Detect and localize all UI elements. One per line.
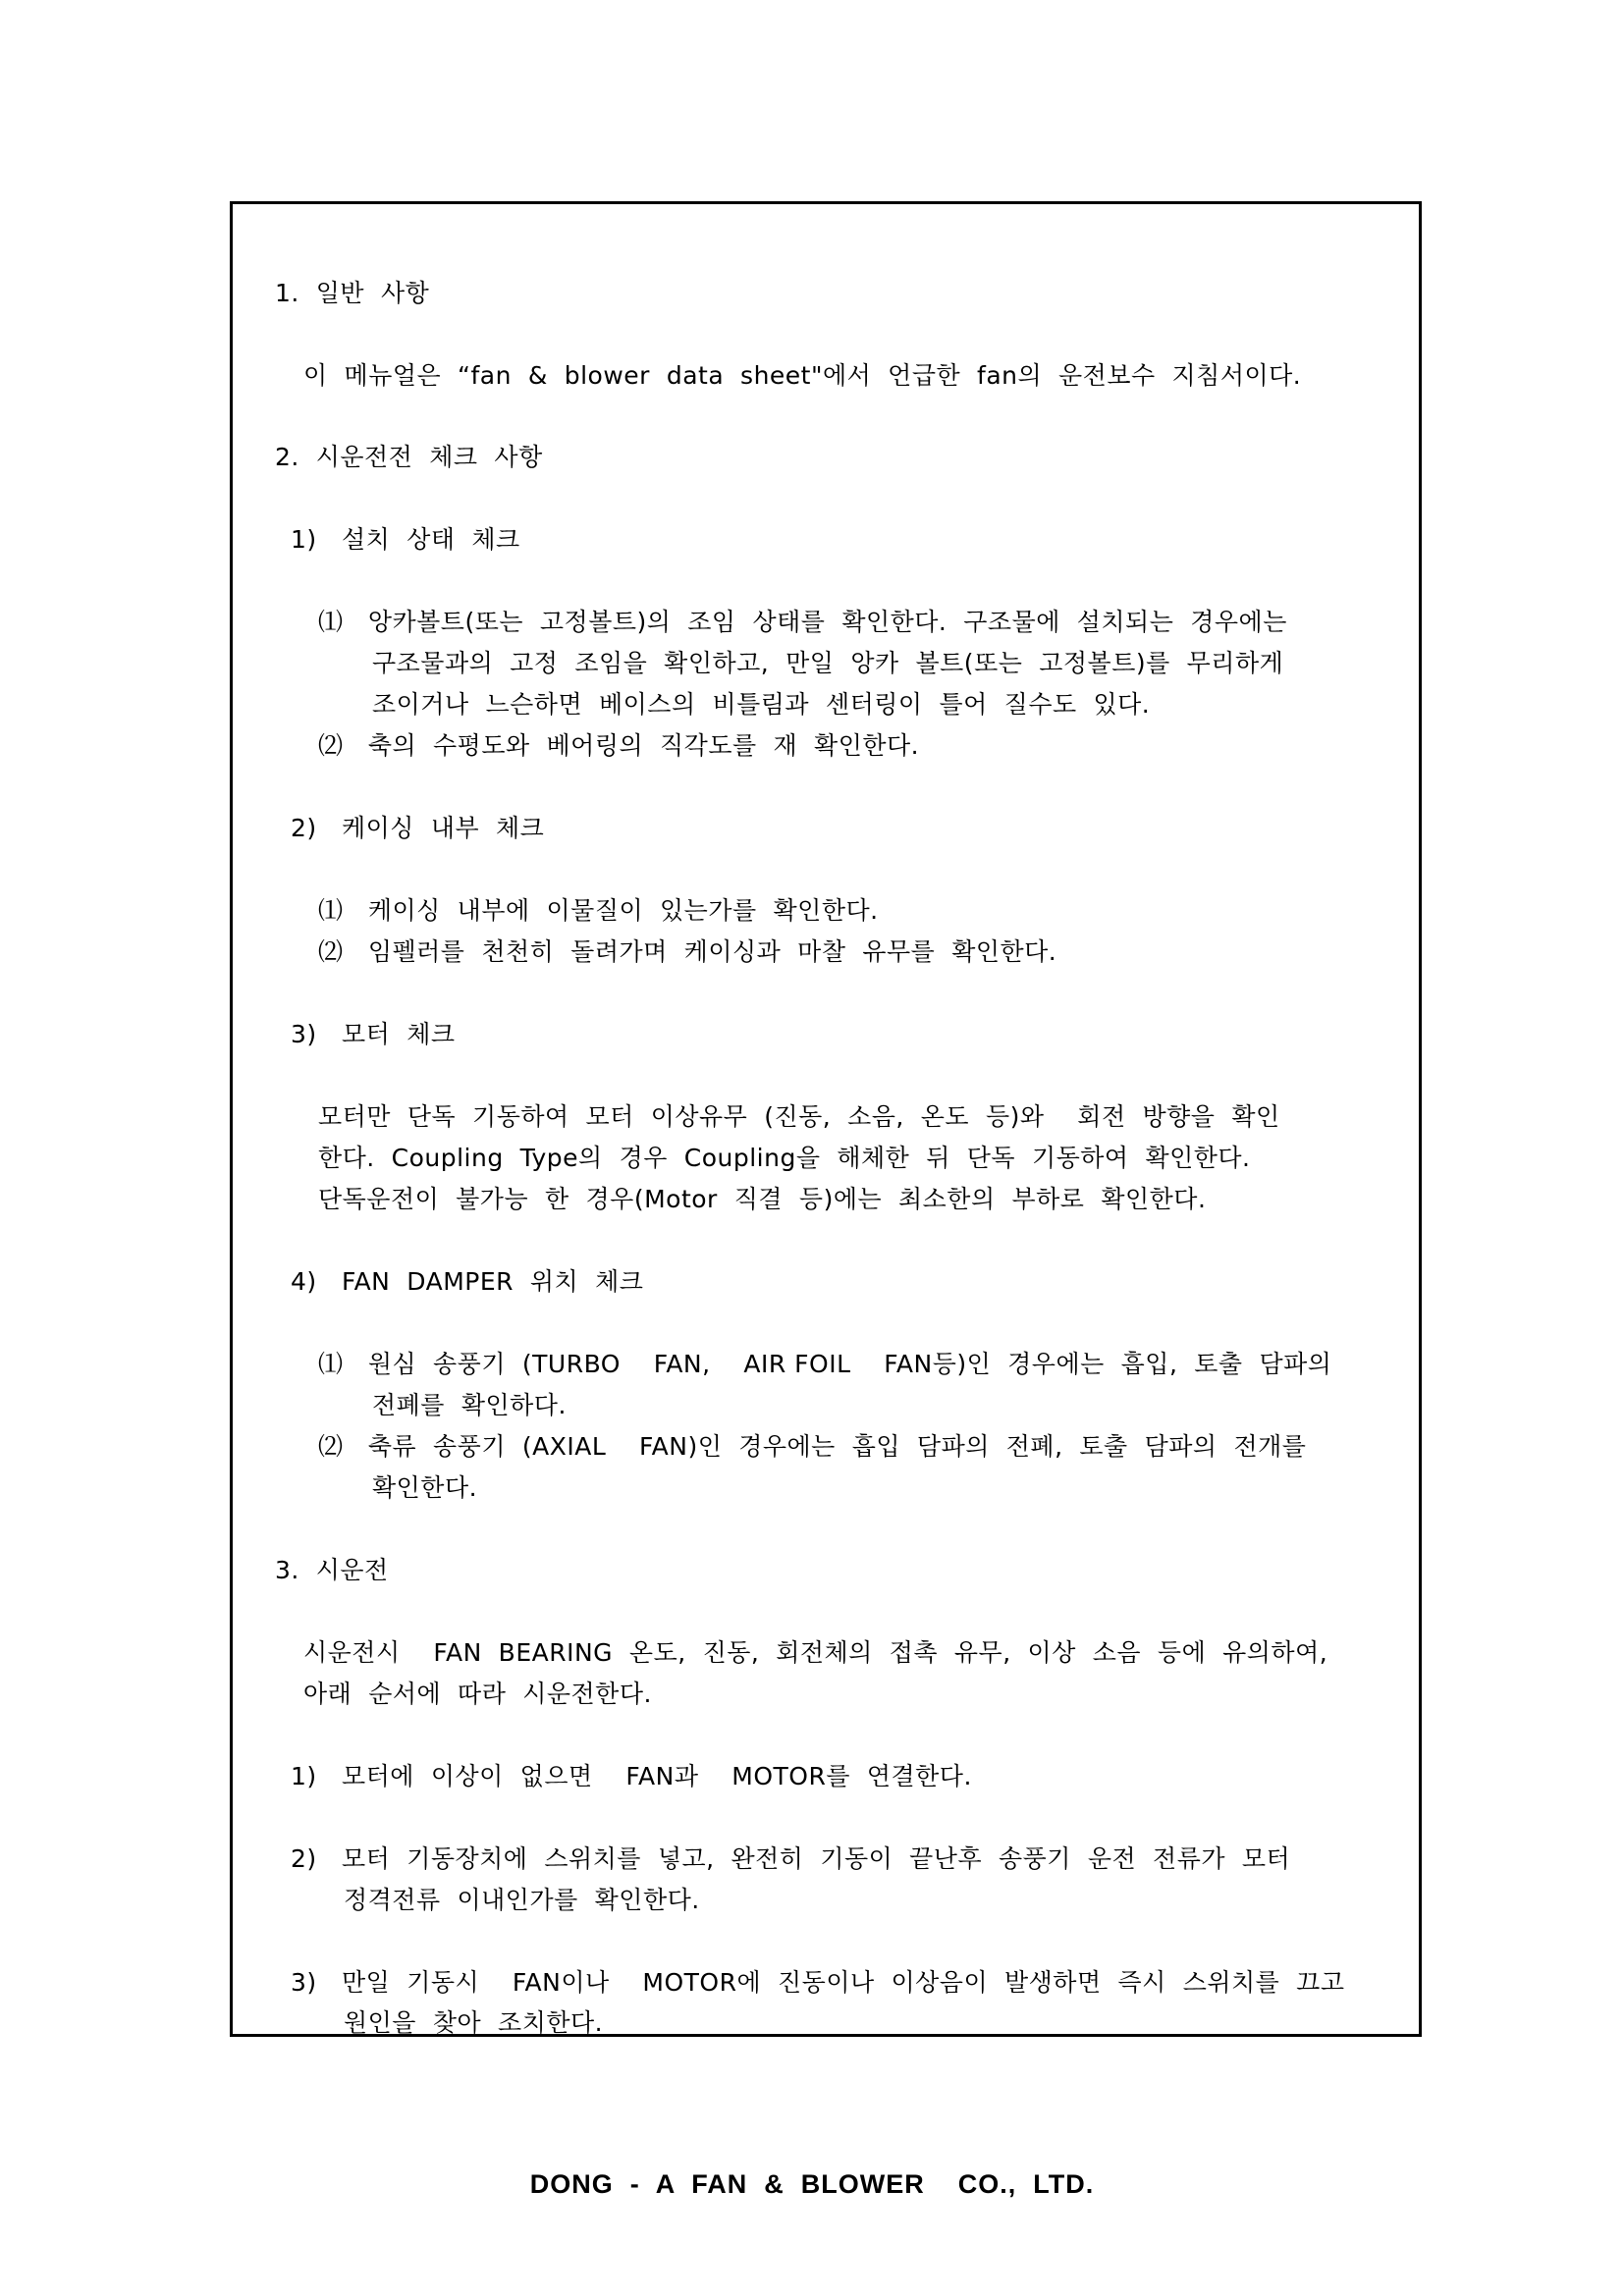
item-2-4-1-line-2: 전폐를 확인하다. bbox=[372, 1391, 567, 1419]
step-1: 1) 모터에 이상이 없으면 FAN과 MOTOR를 연결한다. bbox=[291, 1762, 972, 1790]
item-2-4-2-line-2: 확인한다. bbox=[372, 1473, 478, 1502]
section-3-intro-line-1: 시운전시 FAN BEARING 온도, 진동, 회전체의 접촉 유무, 이상 소음 등에 유의하여, bbox=[303, 1638, 1328, 1667]
subsection-2-2-heading: 2) 케이싱 내부 체크 bbox=[291, 814, 545, 842]
item-2-1-1-line-2: 구조물과의 고정 조임을 확인하고, 만일 앙카 볼트(또는 고정볼트)를 무리하게 bbox=[372, 649, 1284, 677]
section-1-body: 이 메뉴얼은 “fan & blower data sheet"에서 언급한 fan의 운전보수 지침서이다. bbox=[303, 361, 1302, 390]
item-2-2-2: ⑵ 임펠러를 천천히 돌려가며 케이싱과 마찰 유무를 확인한다. bbox=[318, 937, 1057, 966]
step-3-line-2: 원인을 찾아 조치한다. bbox=[344, 2008, 604, 2037]
item-2-2-1: ⑴ 케이싱 내부에 이물질이 있는가를 확인한다. bbox=[318, 896, 879, 925]
item-2-1-1-line-1: ⑴ 앙카볼트(또는 고정볼트)의 조임 상태를 확인한다. 구조물에 설치되는 경우에는 bbox=[318, 608, 1287, 636]
item-2-4-1-line-1: ⑴ 원심 송풍기 (TURBO FAN, AIR FOIL FAN등)인 경우에는 흡입, 토출 담파의 bbox=[318, 1350, 1332, 1378]
item-2-4-2-line-1: ⑵ 축류 송풍기 (AXIAL FAN)인 경우에는 흡입 담파의 전폐, 토출 담파의 전개를 bbox=[318, 1432, 1307, 1461]
step-2-line-2: 정격전류 이내인가를 확인한다. bbox=[344, 1886, 700, 1914]
section-2-heading: 2. 시운전전 체크 사항 bbox=[275, 443, 543, 471]
step-2-line-1: 2) 모터 기동장치에 스위치를 넣고, 완전히 기동이 끝난후 송풍기 운전 전류가 모터 bbox=[291, 1844, 1291, 1873]
motor-check-line-1: 모터만 단독 기동하여 모터 이상유무 (진동, 소음, 온도 등)와 회전 방향을 확인 bbox=[318, 1102, 1280, 1131]
subsection-2-1-heading: 1) 설치 상태 체크 bbox=[291, 525, 520, 554]
motor-check-line-2: 한다. Coupling Type의 경우 Coupling을 해체한 뒤 단독 기동하여 확인한다. bbox=[318, 1144, 1251, 1172]
item-2-1-2: ⑵ 축의 수평도와 베어링의 직각도를 재 확인한다. bbox=[318, 731, 920, 760]
section-1-heading: 1. 일반 사항 bbox=[275, 279, 430, 307]
item-2-1-1-line-3: 조이거나 느슨하면 베이스의 비틀림과 센터링이 틀어 질수도 있다. bbox=[372, 690, 1151, 719]
section-3-heading: 3. 시운전 bbox=[275, 1556, 389, 1584]
subsection-2-3-heading: 3) 모터 체크 bbox=[291, 1020, 456, 1048]
motor-check-line-3: 단독운전이 불가능 한 경우(Motor 직결 등)에는 최소한의 부하로 확인한다. bbox=[318, 1185, 1207, 1213]
step-3-line-1: 3) 만일 기동시 FAN이나 MOTOR에 진동이나 이상음이 발생하면 즉시 스위치를 끄고 bbox=[291, 1968, 1345, 1997]
subsection-2-4-heading: 4) FAN DAMPER 위치 체크 bbox=[291, 1267, 644, 1296]
footer-company-name: DONG - A FAN & BLOWER CO., LTD. bbox=[529, 2169, 1095, 2199]
section-3-intro-line-2: 아래 순서에 따라 시운전한다. bbox=[303, 1680, 652, 1708]
